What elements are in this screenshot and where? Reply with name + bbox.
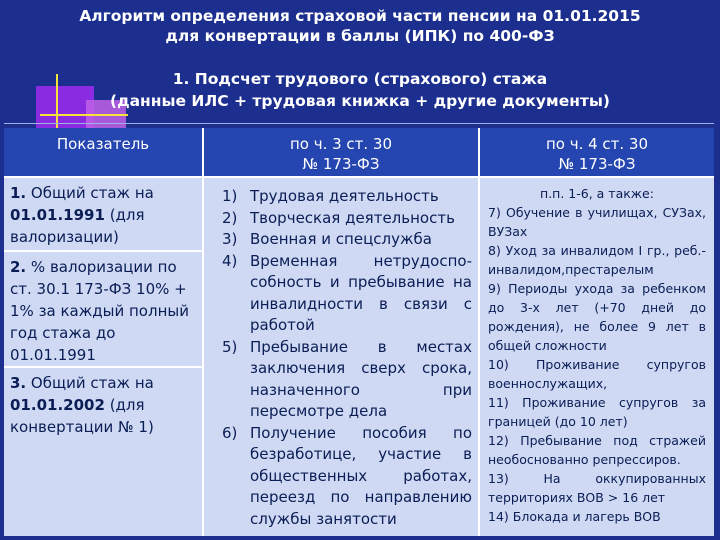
header-label: № 173-ФЗ <box>558 155 636 173</box>
list-item <box>222 251 472 337</box>
title-line: Алгоритм определения страховой части пенсии на 01.01.2015 <box>79 7 641 25</box>
list-item: 12) Пребывание под стражей необоснованно репрессиров. <box>488 433 706 467</box>
indicator-cell <box>4 250 204 366</box>
indicator-text: (для валоризации) <box>10 206 145 246</box>
list-item: 8) Уход за инвалидом I гр., реб.-инвалидом,престарелым <box>488 243 706 277</box>
list-item <box>222 208 472 230</box>
item-text: Военная и спецслужба <box>250 230 432 248</box>
item-text: Получение пособия по безработице, участие в общественных работах, переезд по направлению службы занятости <box>250 423 472 528</box>
indicator-cell <box>4 366 204 536</box>
list-item: 7) Обучение в училищах, СУЗах, ВУЗах <box>488 205 706 239</box>
header-label: Показатель <box>56 135 150 153</box>
indicator-text: (для конвертации № 1) <box>10 396 154 436</box>
indicator-num: 1. <box>10 184 27 202</box>
part4-cell <box>480 176 714 536</box>
item-text: Временная нетрудоспо-собность и пребывание на инвалидности в связи с работой <box>250 251 472 334</box>
list-item: 10) Проживание супругов военнослужащих, <box>488 357 706 391</box>
list-item: 13) На оккупированных территориях ВОВ > 16 лет <box>488 471 706 505</box>
item-text: Пребывание в местах заключения сверх срока, назначенного при пересмотре дела <box>250 337 472 420</box>
indicator-text: Общий стаж на <box>30 184 154 202</box>
item-number: 1) <box>222 187 238 205</box>
stazh-table <box>4 128 714 536</box>
decor-line-white <box>4 123 714 124</box>
subtitle-line: 1. Подсчет трудового (страхового) стажа <box>172 70 548 88</box>
title-line: для конвертации в баллы (ИПК) по 400-ФЗ <box>165 27 555 45</box>
list-item <box>222 423 472 531</box>
header-part3 <box>204 128 480 176</box>
indicator-num: 2. <box>10 258 27 276</box>
indicator-cell <box>4 176 204 250</box>
item-text: Творческая деятельность <box>250 208 455 227</box>
header-label: № 173-ФЗ <box>302 155 380 173</box>
part4-intro: п.п. 1-6, а также: <box>540 186 654 201</box>
item-number: 6) <box>222 423 238 442</box>
indicator-text: Общий стаж на <box>30 374 154 392</box>
list-item: 14) Блокада и лагерь ВОВ <box>488 509 661 524</box>
list-item <box>222 229 472 251</box>
decor-line-yellow <box>40 114 128 116</box>
item-number: 4) <box>222 251 238 270</box>
header-label: по ч. 3 ст. 30 <box>289 135 393 153</box>
indicator-text: % валоризации по ст. 30.1 173-ФЗ 10% + 1% за каждый полный год стажа до 01.01.1991 <box>10 258 189 364</box>
item-number: 5) <box>222 337 238 356</box>
item-text: Трудовая деятельность <box>250 187 439 205</box>
item-number: 3) <box>222 230 238 248</box>
indicator-num: 3. <box>10 374 27 392</box>
subtitle-line: (данные ИЛС + трудовая книжка + другие документы) <box>110 92 610 110</box>
page-title <box>0 6 720 46</box>
section-subtitle <box>0 68 720 112</box>
indicator-date: 01.01.1991 <box>10 206 105 224</box>
part3-list <box>222 186 472 530</box>
indicator-date: 01.01.2002 <box>10 396 105 414</box>
list-item <box>222 337 472 423</box>
list-item: 9) Периоды ухода за ребенком до 3-х лет (+70 дней до рождения), не более 9 лет в общей сложности <box>488 281 706 353</box>
list-item: 11) Проживание супругов за границей (до 10 лет) <box>488 395 706 429</box>
item-number: 2) <box>222 208 238 227</box>
part3-cell <box>204 176 480 536</box>
header-indicator <box>4 128 204 176</box>
header-part4 <box>480 128 714 176</box>
list-item <box>222 186 472 208</box>
header-label: по ч. 4 ст. 30 <box>545 135 649 153</box>
